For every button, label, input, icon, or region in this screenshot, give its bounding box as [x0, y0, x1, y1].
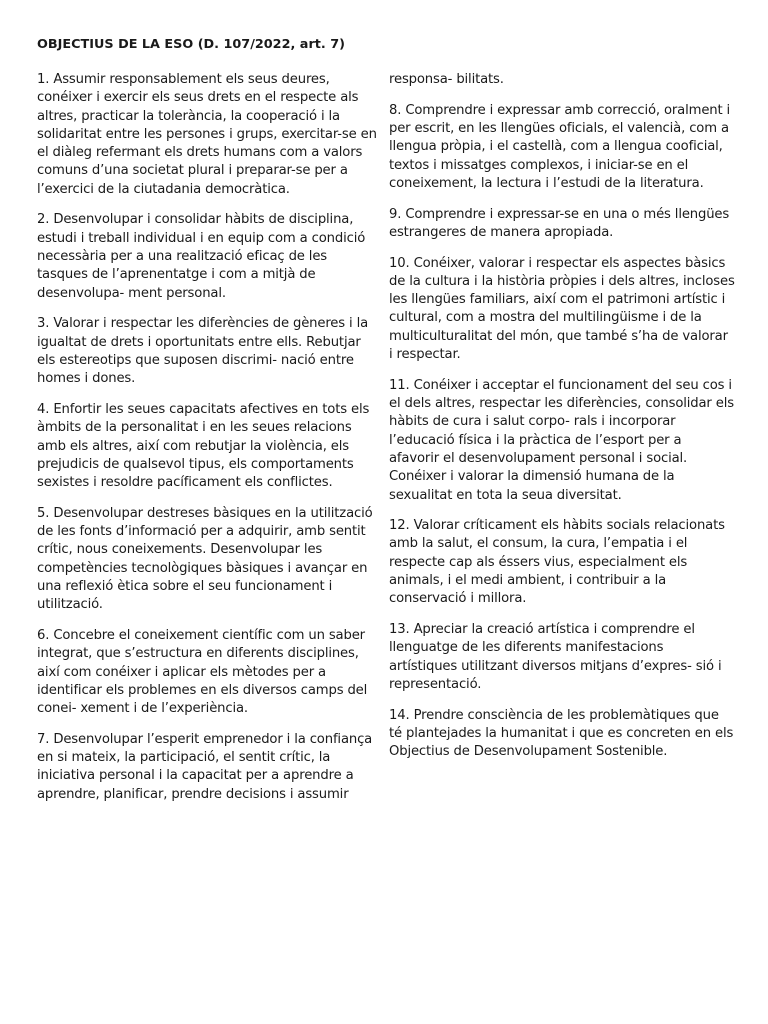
objective-paragraph: 13. Apreciar la creació artística i comprendre el llenguatge de les diferents manifestacions artístiques utilitzant diversos mitjans d’expres- sió i representació. — [389, 622, 722, 692]
objective-paragraph: 10. Conéixer, valorar i respectar els aspectes bàsics de la cultura i la història pròpies i dels altres, incloses les llengües familiars, així com el patrimoni artístic i cultural, com a mostra del multilingüisme i de la multiculturalitat del món, que també s’ha de valorar i respectar. — [389, 255, 735, 363]
objective-paragraph: 4. Enfortir les seues capacitats afectives en tots els àmbits de la personalitat i en les seues relacions amb els altres, així com rebutjar la violència, els prejudicis de qualsevol tipus, els comportaments sexistes i resoldre pacíficament els conflictes. — [37, 401, 370, 491]
objective-paragraph-continuation: responsa- bilitats. — [389, 72, 504, 87]
document-title: OBJECTIUS DE LA ESO (D. 107/2022, art. 7) — [37, 37, 345, 52]
objective-paragraph: 8. Comprendre i expressar amb correcció, oralment i per escrit, en les llengües oficials, el valencià, com a llengua pròpia, i el castellà, com a llengua cooficial, textos i missatges complexos, i iniciar-se en el coneixement, la lectura i l’estudi de la literatura. — [389, 102, 731, 191]
objective-paragraph: 7. Desenvolupar l’esperit emprenedor i la confiança en si mateix, la participació, el sentit crític, la iniciativa personal i la capacitat per a aprendre a aprendre, planificar, prendre decisions i assumir — [37, 731, 373, 802]
right-column — [389, 71, 735, 774]
objective-paragraph: 1. Assumir responsablement els seus deures, conéixer i exercir els seus drets en el respecte als altres, practicar la tolerància, la cooperació i la solidaritat entre les persones i grups, exercitar-se en el diàleg refermant els drets humans com a valors comuns d’una societat plural i preparar-se per a l’exercici de la ciutadania democràtica. — [37, 72, 377, 197]
objective-paragraph: 6. Concebre el coneixement científic com un saber integrat, que s’estructura en diferents disciplines, així com conéixer i aplicar els mètodes per a identificar els problemes en els diversos camps del conei- xement i de l’experiència. — [37, 627, 368, 717]
left-column — [37, 71, 377, 816]
objective-paragraph: 3. Valorar i respectar les diferències de gèneres i la igualtat de drets i oportunitats entre ells. Rebutjar els estereotips que suposen discrimi- nació entre homes i dones. — [37, 316, 369, 387]
objective-paragraph: 11. Conéixer i acceptar el funcionament del seu cos i el dels altres, respectar les diferències, consolidar els hàbits de cura i salut corpo- rals i incorporar l’educació física i la pràctica de l’esport per a afavorir el desenvolupament personal i social. Conéixer i valorar la dimensió humana de la sexualitat en tota la seua diversitat. — [389, 377, 734, 503]
objective-paragraph: 14. Prendre consciència de les problemàtiques que té plantejades la humanitat i que es concreten en els Objectius de Desenvolupament Sostenible. — [389, 707, 734, 760]
objective-paragraph: 5. Desenvolupar destreses bàsiques en la utilització de les fonts d’informació per a adquirir, amb sentit crític, nous coneixements. Desenvolupar les competències tecnològiques bàsiques i avançar en una reflexió ètica sobre el seu funcionament i utilització. — [37, 505, 373, 613]
objective-paragraph: 12. Valorar críticament els hàbits socials relacionats amb la salut, el consum, la cura, l’empatia i el respecte cap als éssers vius, especialment els animals, i el medi ambient, i contribuir a la conservació i millora. — [389, 518, 725, 607]
objective-paragraph: 2. Desenvolupar i consolidar hàbits de disciplina, estudi i treball individual i en equip com a condició necessària per a una realització eficaç de les tasques de l’aprenentatge i com a mitjà de desenvolupa- ment personal. — [37, 212, 366, 301]
objective-paragraph: 9. Comprendre i expressar-se en una o més llengües estrangeres de manera apropiada. — [389, 206, 730, 240]
